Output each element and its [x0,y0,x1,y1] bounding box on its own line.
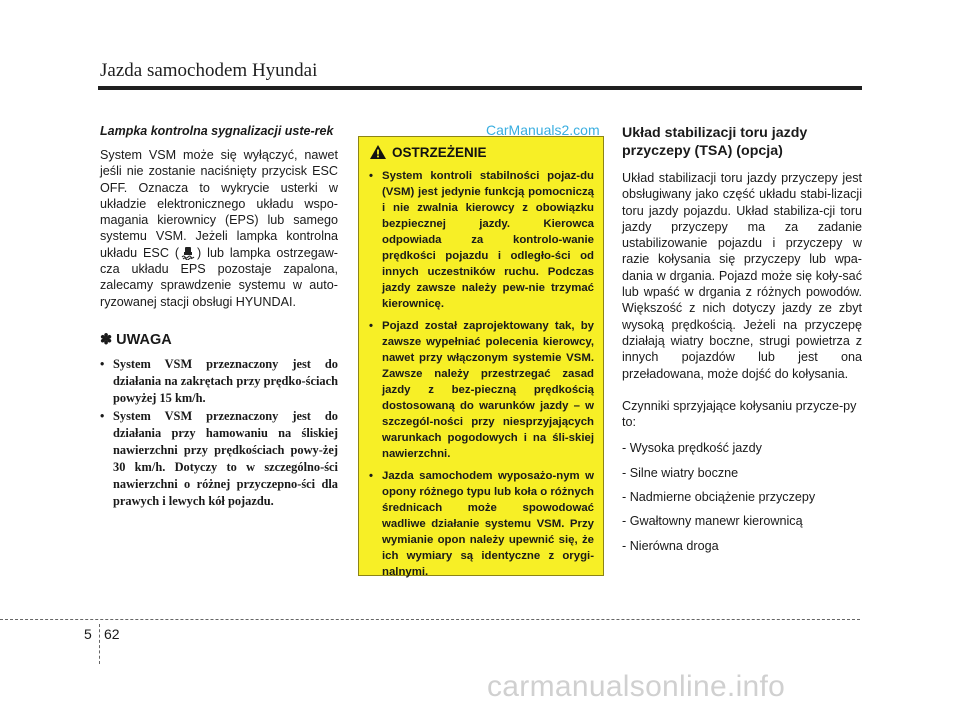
tsa-paragraph: Układ stabilizacji toru jazdy przyczepy jest obsługiwany jako część układu stabi-lizacji toru jazdy pojazdu. Układ stabiliza-cji toru jazdy przyczepy ma za zadanie ustabilizowanie pojazdu i przyczepy w razie kołysania się przyczepy lub wpa-dania w drgania. Pojazd może się koły-sać lub wpaść w drgania z różnych powodów. Większość z nich dotyczy jazdy ze zbyt wysoką prędkością. Jeżeli na przyczepę działają wiatry boczne, strugi powietrza z innych pojazdów lub jest ona przeładowana, może dojść do kołysania. [622,171,862,381]
warning-item: • System kontroli stabilności pojaz-du (VSM) jest jedynie funkcją pomocniczą i nie zwalnia kierowcy z obowiązku bezpiecznej jazdy. Kierowca odpowiada za kontrolo-wanie prędkości pojazdu i odległo-ści od innych uczestników ruchu. Podczas jazdy zawsze należy pew-nie trzymać kierownicę. [369,170,594,310]
factors-list [622,440,862,553]
chapter-number: 5 [84,626,92,642]
footer-divider [0,619,860,620]
factor-item: - Nierówna droga [622,538,719,553]
factor-item: - Nadmierne obciążenie przyczepy [622,490,816,505]
factor-item: - Gwałtowny manewr kierownicą [622,514,803,529]
esc-paragraph-start: System VSM może się wyłączyć, nawet jeśli nie zostanie naciśnięty przycisk ESC OFF. Oznacza to wykrycie usterki w układzie elektronicznego układu wspo-magania kierownicy (EPS) lub samego systemu VSM. Jeżeli lampka kontrolna układu ESC ( [100,148,338,260]
right-column [622,124,862,562]
watermark-top[interactable]: CarManuals2.com [486,122,600,138]
note-title: ✽ UWAGA [100,331,172,348]
warning-item: • Pojazd został zaprojektowany tak, by zawsze wypełniać polecenia kierowcy, nawet przy włączonym systemie VSM. Zawsze należy przestrzegać zasad jazdy z bez-pieczną prędkością dostosowaną do warunków jazdy – w szczegól-ności przy niesprzyjających warunkach pogodowych i na śli-skiej nawierzchni. [369,320,594,460]
page-number: 62 [104,626,120,642]
note-list [100,356,338,510]
left-column [100,124,338,511]
factor-item: - Wysoka prędkość jazdy [622,441,762,456]
footer-watermark[interactable]: carmanualsonline.info [487,670,786,703]
factor-item: - Silne wiatry boczne [622,465,739,480]
esc-paragraph [100,147,338,310]
section-title: Układ stabilizacji toru jazdy przyczepy (TSA) (opcja) [622,125,808,159]
warning-item: • Jazda samochodem wyposażo-nym w opony różnego typu lub koła o różnych średnicach może spowodować wadliwe działanie systemu VSM. Przy wymianie opon należy upewnić się, że ich wymiary są identyczne z orygi-nalnymi. [369,470,594,578]
note-item: • System VSM przeznaczony jest do działania na zakrętach przy prędko-ściach powyżej 15 km/h. [100,357,338,406]
warning-box [358,136,604,576]
warning-title: OSTRZEŻENIE [392,144,487,160]
page-number-divider [99,624,100,664]
warning-triangle-icon [369,144,387,160]
factors-intro: Czynniki sprzyjające kołysaniu przycze-py to: [622,398,857,430]
esc-warning-icon [181,246,195,260]
esc-paragraph-end: ) lub lampka ostrzegaw-cza układu EPS pozostaje zapalona, zalecamy sprawdzenie systemu w auto-ryzowanej stacji obsługi HYUNDAI. [100,245,338,309]
subheading: Lampka kontrolna sygnalizacji uste-rek [100,124,334,138]
warning-list [369,168,594,586]
warning-header [369,144,487,160]
header-rule [98,86,862,90]
header-title: Jazda samochodem Hyundai [100,60,318,81]
note-item: • System VSM przeznaczony jest do działania przy hamowaniu na śliskiej nawierzchni przy prędkościach powy-żej 30 km/h. Dotyczy to w szczególno-ści nawierzchni o różnej przyczepno-ści dla prawych i lewych kół pojazdu. [100,409,338,509]
